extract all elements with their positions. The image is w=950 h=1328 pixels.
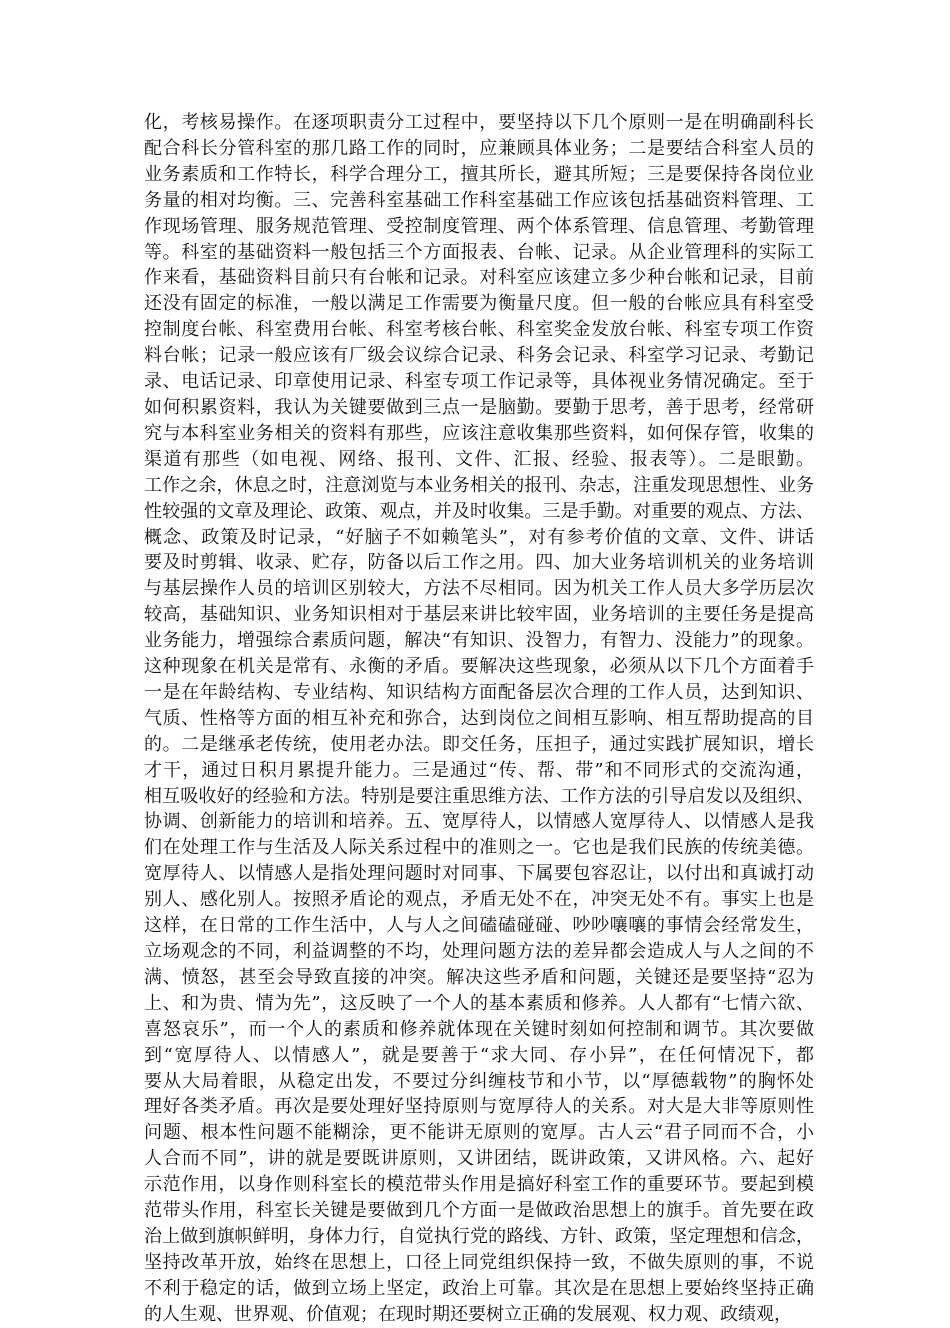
text-line: 还没有固定的标准，一般以满足工作需要为衡量尺度。但一般的台帐应具有科室受 (144, 293, 814, 315)
text-line: 究与本科室业务相关的资料有那些，应该注意收集那些资料，如何保存管，收集的 (144, 422, 814, 444)
text-line: 上、和为贵、情为先”，这反映了一个人的基本素质和修养。人人都有“七情六欲、 (144, 992, 814, 1014)
text-line: 气质、性格等方面的相互补充和弥合，达到岗位之间相互影响、相互帮助提高的目 (144, 707, 814, 729)
text-line: 要从大局着眼，从稳定出发，不要过分纠缠枝节和小节，以“厚德载物”的胸怀处 (144, 1070, 814, 1092)
text-line: 等。科室的基础资料一般包括三个方面报表、台帐、记录。从企业管理科的实际工 (144, 241, 814, 263)
text-line: 配合科长分管科室的那几路工作的同时，应兼顾具体业务；二是要结合科室人员的 (144, 137, 814, 159)
text-line: 人合而不同”，讲的就是要既讲原则，又讲团结，既讲政策，又讲风格。六、起好 (144, 1148, 814, 1170)
text-line: 坚持改革开放，始终在思想上，口径上同党组织保持一致，不做失原则的事，不说 (144, 1251, 814, 1273)
text-line: 业务能力，增强综合素质问题，解决“有知识、没智力，有智力、没能力”的现象。 (144, 630, 814, 652)
text-line: 较高，基础知识、业务知识相对于基层来讲比较牢固，业务培训的主要任务是提高 (144, 604, 814, 626)
text-line: 务量的相对均衡。三、完善科室基础工作科室基础工作应该包括基础资料管理、工 (144, 189, 814, 211)
text-line: 宽厚待人、以情感人是指处理问题时对同事、下属要包容忍让，以付出和真诚打动 (144, 863, 814, 885)
text-line: 的人生观、世界观、价值观；在现时期还要树立正确的发展观、权力观、政绩观， (144, 1303, 792, 1325)
text-line: 问题、根本性问题不能糊涂，更不能讲无原则的宽厚。古人云“君子同而不合，小 (144, 1122, 814, 1144)
text-line: 这样，在日常的工作生活中，人与人之间磕磕碰碰、吵吵嚷嚷的事情会经常发生， (144, 915, 814, 937)
text-line: 相互吸收好的经验和方法。特别是要注重思维方法、工作方法的引导启发以及组织、 (144, 785, 814, 807)
text-line: 别人、感化别人。按照矛盾论的观点，矛盾无处不在，冲突无处不有。事实上也是 (144, 889, 814, 911)
text-line: 满、愤怒，甚至会导致直接的冲突。解决这些矛盾和问题，关键还是要坚持“忍为 (144, 966, 814, 988)
text-line: 要及时剪辑、收录、贮存，防备以后工作之用。四、加大业务培训机关的业务培训 (144, 552, 814, 574)
text-line: 渠道有那些（如电视、网络、报刊、文件、汇报、经验、报表等）。二是眼勤。 (144, 448, 814, 470)
text-line: 范带头作用，科室长关键是要做到几个方面一是做政治思想上的旗手。首先要在政 (144, 1200, 814, 1222)
text-line: 到“宽厚待人、以情感人”，就是要善于“求大同、存小异”，在任何情况下，都 (144, 1044, 814, 1066)
text-line: 协调、创新能力的培训和培养。五、宽厚待人，以情感人宽厚待人、以情感人是我 (144, 811, 814, 833)
text-line: 控制度台帐、科室费用台帐、科室考核台帐、科室奖金发放台帐、科室专项工作资 (144, 319, 814, 341)
text-line: 一是在年龄结构、专业结构、知识结构方面配备层次合理的工作人员，达到知识、 (144, 681, 814, 703)
text-line: 作现场管理、服务规范管理、受控制度管理、两个体系管理、信息管理、考勤管理 (144, 215, 814, 237)
text-line: 示范作用，以身作则科室长的模范带头作用是搞好科室工作的重要环节。要起到模 (144, 1174, 814, 1196)
text-line: 治上做到旗帜鲜明，身体力行，自觉执行党的路线、方针、政策，坚定理想和信念， (144, 1225, 814, 1247)
text-line: 才干，通过日积月累提升能力。三是通过“传、帮、带”和不同形式的交流沟通， (144, 759, 814, 781)
text-line: 料台帐；记录一般应该有厂级会议综合记录、科务会记录、科室学习记录、考勤记 (144, 345, 814, 367)
text-line: 这种现象在机关是常有、永衡的矛盾。要解决这些现象，必须从以下几个方面着手 (144, 656, 814, 678)
text-line: 化，考核易操作。在逐项职责分工过程中，要坚持以下几个原则一是在明确副科长 (144, 112, 814, 133)
text-line: 们在处理工作与生活及人际关系过程中的准则之一。它也是我们民族的传统美德。 (144, 837, 814, 859)
text-line: 喜怒哀乐”，而一个人的素质和修养就体现在关键时刻如何控制和调节。其次要做 (144, 1018, 814, 1040)
text-line: 作来看，基础资料目前只有台帐和记录。对科室应该建立多少种台帐和记录，目前 (144, 267, 814, 289)
text-line: 工作之余，休息之时，注意浏览与本业务相关的报刊、杂志，注重发现思想性、业务 (144, 474, 814, 496)
text-line: 录、电话记录、印章使用记录、科室专项工作记录等，具体视业务情况确定。至于 (144, 371, 814, 393)
text-line: 理好各类矛盾。再次是要处理好坚持原则与宽厚待人的关系。对大是大非等原则性 (144, 1096, 814, 1118)
text-line: 不利于稳定的话，做到立场上坚定，政治上可靠。其次是在思想上要始终坚持正确 (144, 1277, 814, 1299)
text-line: 性较强的文章及理论、政策、观点，并及时收集。三是手勤。对重要的观点、方法、 (144, 500, 814, 522)
text-line: 的。二是继承老传统，使用老办法。即交任务，压担子，通过实践扩展知识，增长 (144, 733, 814, 755)
text-line: 立场观念的不同，利益调整的不均，处理问题方法的差异都会造成人与人之间的不 (144, 941, 814, 962)
body-text (144, 110, 814, 1328)
text-line: 与基层操作人员的培训区别较大，方法不尽相同。因为机关工作人员大多学历层次 (144, 578, 814, 600)
text-line: 如何积累资料，我认为关键要做到三点一是脑勤。要勤于思考，善于思考，经常研 (144, 396, 814, 418)
text-line: 业务素质和工作特长，科学合理分工，擅其所长，避其所短；三是要保持各岗位业 (144, 163, 814, 185)
text-line: 概念、政策及时记录，“好脑子不如赖笔头”，对有参考价值的文章、文件、讲话 (144, 526, 814, 548)
